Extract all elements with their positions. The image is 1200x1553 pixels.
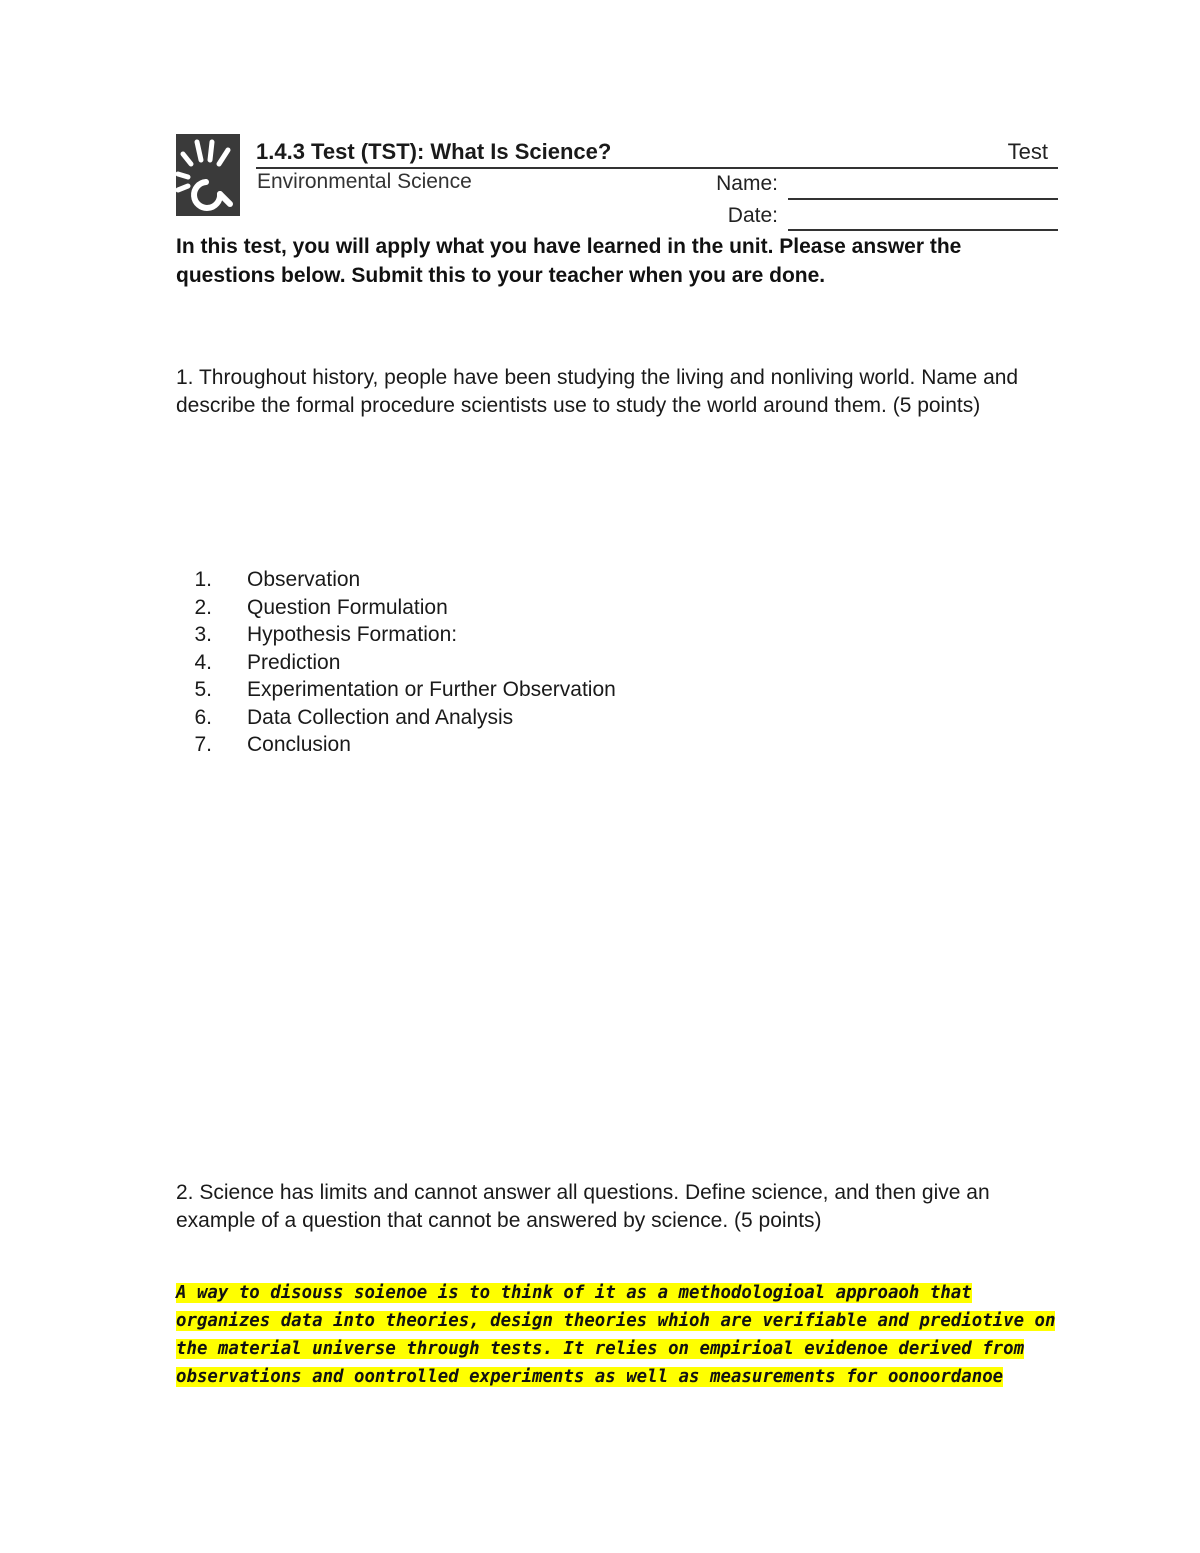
list-item: 6. Data Collection and Analysis: [194, 705, 514, 729]
name-field-line[interactable]: [788, 198, 1058, 200]
list-item: 4. Prediction: [194, 650, 341, 674]
question-1-answer-list: [176, 566, 616, 759]
title-divider: [256, 167, 1058, 169]
question-1-text: 1. Throughout history, people have been studying the living and nonliving world. Name and describe the formal procedure scientists use to study the world around them. (5 points): [176, 366, 1019, 417]
name-field-label: Name:: [716, 172, 778, 195]
test-title: 1.4.3 Test (TST): What Is Science?: [256, 139, 612, 164]
highlighted-answer-text: A way to disouss soienoe is to think of it as a methodologioal approaoh that organizes data into theories, design theories whioh are verifiable and prediotive on the material universe through tests. It relies on empirioal evidenoe derived from observations and oontrolled experiments as well as measurements for oonoordanoe: [176, 1283, 1056, 1387]
list-item: 3. Hypothesis Formation:: [194, 623, 458, 646]
course-name: Environmental Science: [257, 170, 472, 193]
list-item: 7. Conclusion: [194, 733, 351, 756]
lightbulb-rays-logo-icon: [176, 134, 240, 216]
test-instructions: In this test, you will apply what you have learned in the unit. Please answer the questions below. Submit this to your teacher when you are done.: [176, 235, 962, 287]
date-field-line[interactable]: [788, 229, 1058, 231]
question-2-text: 2. Science has limits and cannot answer all questions. Define science, and then give an example of a question that cannot be answered by science. (5 points): [176, 1181, 990, 1232]
question-2-highlighted-answer: [176, 1279, 1056, 1391]
list-item: 5. Experimentation or Further Observation: [194, 678, 616, 701]
list-item: 2. Question Formulation: [194, 595, 448, 619]
date-field-label: Date:: [727, 204, 778, 227]
list-item: 1. Observation: [194, 568, 361, 591]
document-type-label: Test: [1007, 139, 1048, 164]
